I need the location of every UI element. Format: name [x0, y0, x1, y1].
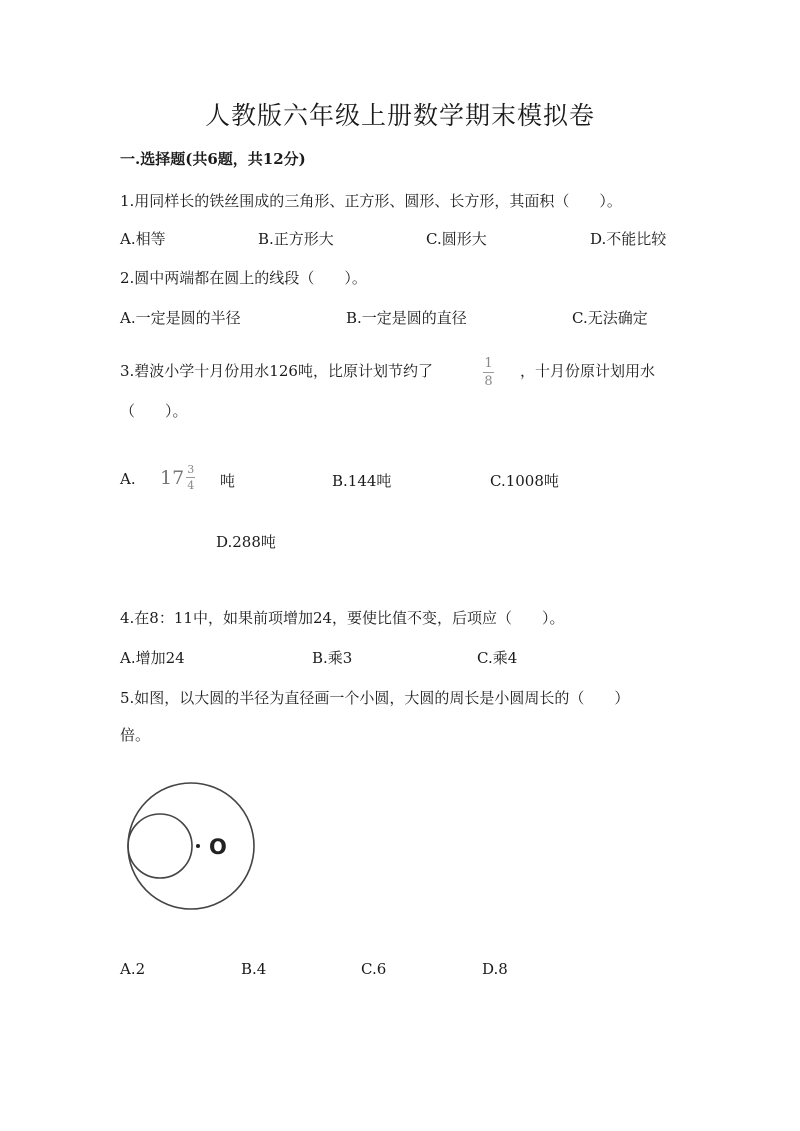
q4-option-a[interactable]: A.增加24	[120, 649, 185, 667]
q2-option-b[interactable]: B.一定是圆的直径	[346, 309, 467, 327]
question-3-stem-part3: （ ）。	[120, 402, 188, 420]
circles-figure	[120, 780, 270, 920]
q4-option-c[interactable]: C.乘4	[477, 649, 518, 667]
q1-option-a[interactable]: A.相等	[120, 230, 166, 248]
fraction-numerator: 1	[484, 356, 493, 371]
center-label: O	[209, 835, 227, 859]
question-1-stem: 1.用同样长的铁丝围成的三角形、正方形、圆形、长方形，其面积（ ）。	[120, 192, 622, 210]
page-title: 人教版六年级上册数学期末模拟卷	[204, 101, 595, 130]
center-point	[196, 844, 200, 848]
mixed-denominator: 4	[187, 479, 195, 492]
question-4-stem: 4.在8：11中，如果前项增加24，要使比值不变，后项应（ ）。	[120, 609, 565, 627]
q3-option-a-unit: 吨	[220, 472, 236, 490]
q5-option-a[interactable]: A.2	[120, 960, 146, 978]
q3-option-a-mixed-number	[160, 464, 195, 491]
q3-option-a-label[interactable]: A.	[120, 470, 136, 488]
q2-option-a[interactable]: A.一定是圆的半径	[120, 309, 241, 327]
q1-option-b[interactable]: B.正方形大	[258, 230, 334, 248]
question-5-stem-part2: 倍。	[120, 726, 151, 744]
question-2-stem: 2.圆中两端都在圆上的线段（ ）。	[120, 269, 367, 287]
mixed-numerator: 3	[187, 463, 195, 476]
q1-option-c[interactable]: C.圆形大	[426, 230, 487, 248]
small-circle	[128, 814, 192, 878]
question-3-stem-part1: 3.碧波小学十月份用水126吨，比原计划节约了	[120, 362, 433, 380]
q3-option-c[interactable]: C.1008吨	[490, 472, 559, 490]
large-circle	[128, 783, 254, 909]
q1-option-d[interactable]: D.不能比较	[590, 230, 667, 248]
q4-option-b[interactable]: B.乘3	[312, 649, 353, 667]
section-heading: 一.选择题(共6题，共12分)	[120, 150, 306, 168]
q5-option-b[interactable]: B.4	[241, 960, 267, 978]
question-3-stem-part2: ，十月份原计划用水	[520, 362, 656, 380]
q5-option-d[interactable]: D.8	[482, 960, 508, 978]
fraction-denominator: 8	[484, 374, 493, 389]
question-5-stem-part1: 5.如图，以大圆的半径为直径画一个小圆，大圆的周长是小圆周长的（ ）	[120, 689, 630, 707]
q2-option-c[interactable]: C.无法确定	[572, 309, 648, 327]
mixed-whole: 17	[160, 466, 185, 489]
q5-option-c[interactable]: C.6	[361, 960, 387, 978]
q3-option-b[interactable]: B.144吨	[332, 472, 392, 490]
q3-option-d[interactable]: D.288吨	[216, 533, 276, 551]
fraction-one-eighth	[483, 352, 494, 388]
